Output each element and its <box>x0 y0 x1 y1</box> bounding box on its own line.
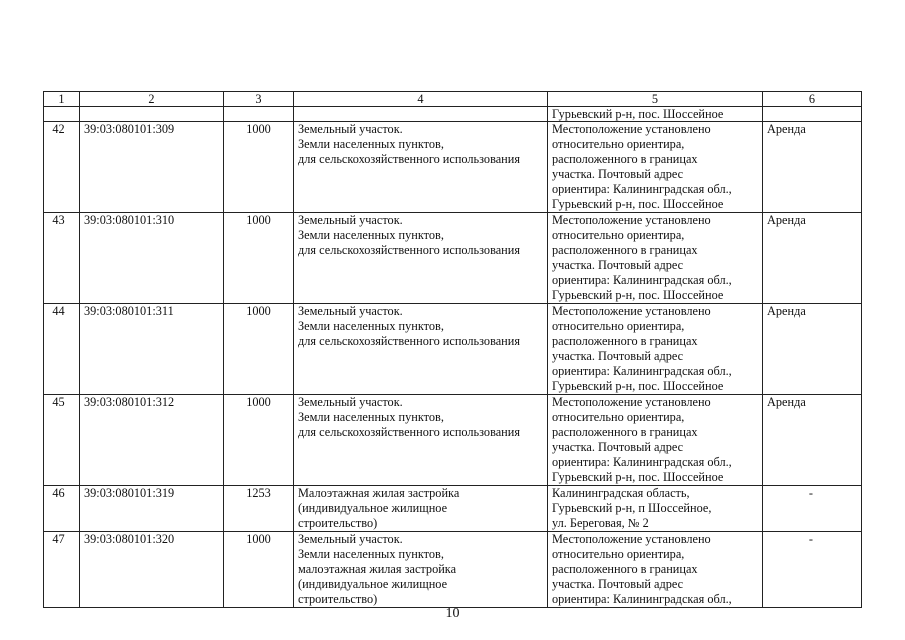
area-cell: 1253 <box>224 486 294 532</box>
row-number-cell: 43 <box>44 213 80 304</box>
column-number: 4 <box>294 92 548 107</box>
column-number: 5 <box>548 92 763 107</box>
table-row <box>44 122 862 213</box>
description-cell: Земельный участок. Земли населенных пунктов, для сельскохозяйственного использования <box>294 122 548 213</box>
column-number: 2 <box>80 92 224 107</box>
right-type-cell: Аренда <box>763 213 862 304</box>
right-type-cell: - <box>763 532 862 608</box>
right-type-cell <box>763 107 862 122</box>
area-cell: 1000 <box>224 304 294 395</box>
cadastral-number-cell: 39:03:080101:320 <box>80 532 224 608</box>
area-cell <box>224 107 294 122</box>
description-cell: Малоэтажная жилая застройка (индивидуальное жилищное строительство) <box>294 486 548 532</box>
area-cell: 1000 <box>224 122 294 213</box>
location-cell: Калининградская область, Гурьевский р-н, п Шоссейное, ул. Береговая, № 2 <box>548 486 763 532</box>
table-row <box>44 304 862 395</box>
location-cell: Местоположение установлено относительно ориентира, расположенного в границах участка. Почтовый адрес ориентира: Калининградская обл., Гурьевский р-н, пос. Шоссейное <box>548 213 763 304</box>
right-type-cell: - <box>763 486 862 532</box>
location-cell: Местоположение установлено относительно ориентира, расположенного в границах участка. Почтовый адрес ориентира: Калининградская обл., Гурьевский р-н, пос. Шоссейное <box>548 395 763 486</box>
column-number: 1 <box>44 92 80 107</box>
row-number-cell <box>44 107 80 122</box>
continuation-row <box>44 107 862 122</box>
land-plots-table <box>43 91 862 608</box>
cadastral-number-cell: 39:03:080101:309 <box>80 122 224 213</box>
right-type-cell: Аренда <box>763 304 862 395</box>
table-row <box>44 213 862 304</box>
page-number: 10 <box>445 606 460 621</box>
column-number: 6 <box>763 92 862 107</box>
row-number-cell: 47 <box>44 532 80 608</box>
row-number-cell: 44 <box>44 304 80 395</box>
right-type-cell: Аренда <box>763 395 862 486</box>
cadastral-number-cell: 39:03:080101:319 <box>80 486 224 532</box>
area-cell: 1000 <box>224 532 294 608</box>
description-cell: Земельный участок. Земли населенных пунктов, для сельскохозяйственного использования <box>294 395 548 486</box>
location-cell: Гурьевский р-н, пос. Шоссейное <box>548 107 763 122</box>
location-cell: Местоположение установлено относительно ориентира, расположенного в границах участка. Почтовый адрес ориентира: Калининградская обл., Гурьевский р-н, пос. Шоссейное <box>548 122 763 213</box>
cadastral-number-cell: 39:03:080101:311 <box>80 304 224 395</box>
column-number: 3 <box>224 92 294 107</box>
location-cell: Местоположение установлено относительно ориентира, расположенного в границах участка. Почтовый адрес ориентира: Калининградская обл., Гурьевский р-н, пос. Шоссейное <box>548 304 763 395</box>
row-number-cell: 42 <box>44 122 80 213</box>
table-row <box>44 532 862 608</box>
row-number-cell: 45 <box>44 395 80 486</box>
area-cell: 1000 <box>224 213 294 304</box>
row-number-cell: 46 <box>44 486 80 532</box>
table-row <box>44 395 862 486</box>
cadastral-number-cell <box>80 107 224 122</box>
location-cell: Местоположение установлено относительно ориентира, расположенного в границах участка. Почтовый адрес ориентира: Калининградская обл., <box>548 532 763 608</box>
description-cell: Земельный участок. Земли населенных пунктов, для сельскохозяйственного использования <box>294 213 548 304</box>
area-cell: 1000 <box>224 395 294 486</box>
description-cell: Земельный участок. Земли населенных пунктов, для сельскохозяйственного использования <box>294 304 548 395</box>
cadastral-number-cell: 39:03:080101:310 <box>80 213 224 304</box>
description-cell: Земельный участок. Земли населенных пунктов, малоэтажная жилая застройка (индивидуальное жилищное строительство) <box>294 532 548 608</box>
column-number-row <box>44 92 862 107</box>
description-cell <box>294 107 548 122</box>
cadastral-number-cell: 39:03:080101:312 <box>80 395 224 486</box>
right-type-cell: Аренда <box>763 122 862 213</box>
table-row <box>44 486 862 532</box>
registry-table-container <box>43 91 861 608</box>
